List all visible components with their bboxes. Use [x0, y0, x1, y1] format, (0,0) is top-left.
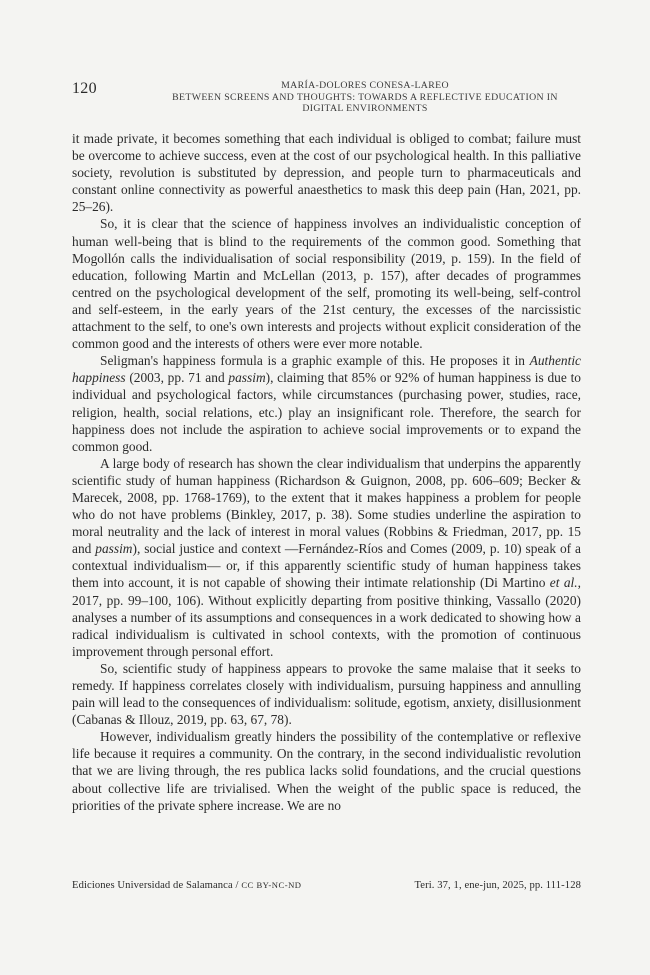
- paragraph-4-text-a: A large body of research has shown the clear individualism that underpins the apparently scientific study of human happiness (Richardson & Guignon, 2008, pp. 606–609; Becker & Marecek, 2008, pp. 1768-1769), to the extent that it makes happiness a problem for people who do not have problems (Binkley, 2017, p. 38). Some studies underline the aspiration to moral neutrality and the lack of interest in moral values (Robbins & Friedman, 2017, pp. 15 and: [72, 455, 581, 557]
- paragraph-6: However, individualism greatly hinders the possibility of the contemplative or reflexive life because it requires a community. On the contrary, in the second individualistic revolution that we are living through, the res publica lacks solid foundations, and the crucial questions about collective life are trivialised. When the weight of the public space is reduced, the priorities of the private sphere increase. We are no: [72, 729, 581, 813]
- paragraph-3-text-b: (2003, pp. 71 and: [125, 370, 229, 386]
- book-title-authentic-happiness: Authentic happiness: [72, 353, 581, 386]
- paragraph-3: [72, 352, 581, 455]
- running-head-author: MARÍA-DOLORES CONESA-LAREO: [281, 80, 449, 91]
- italic-passim: passim: [228, 370, 266, 386]
- paragraph-4-text-b: ), social justice and context —Fernández-Ríos and Comes (2009, p. 10) speak of a contextual individualism— or, if this apparently scientific study of human happiness takes them into account, it is not capable of showing their intimate relationship (Di Martino: [72, 541, 581, 591]
- footer-license: CC BY-NC-ND: [241, 880, 302, 890]
- footer-citation: Teri. 37, 1, ene-jun, 2025, pp. 111-128: [414, 880, 581, 891]
- running-head-title-line2: DIGITAL ENVIRONMENTS: [302, 103, 428, 114]
- paragraph-5: So, scientific study of happiness appears to provoke the same malaise that it seeks to remedy. If happiness correlates closely with individualism, pursuing happiness and annulling pain will lead to the consequences of individualism: solitude, egotism, anxiety, disillusionment (Cabanas & Illouz, 2019, pp. 63, 67, 78).: [72, 660, 581, 728]
- paragraph-4: [72, 455, 581, 660]
- footer-publisher-name: Ediciones Universidad de Salamanca /: [72, 880, 239, 891]
- paragraph-1: it made private, it becomes something that each individual is obliged to combat; failure must be overcome to achieve success, even at the cost of our psychological health. In this palliative society, revolution is substituted by depression, and people turn to pharmaceuticals and constant online connectivity as powerful anaesthetics to mask this deep pain (Han, 2021, pp. 25–26).: [72, 131, 581, 215]
- paragraph-4-text-c: , 2017, pp. 99–100, 106). Without explicitly departing from positive thinking, Vassallo (2020) analyses a number of its assumptions and consequences in a work dedicated to showing how a radical individualism is cultivated in school contexts, with the promotion of continuous improvement through personal effort.: [72, 575, 581, 659]
- footer-publisher: [72, 880, 302, 891]
- running-head-title-line1: BETWEEN SCREENS AND THOUGHTS: TOWARDS A REFLECTIVE EDUCATION IN: [172, 91, 558, 103]
- article-body: [72, 130, 581, 814]
- paragraph-3-text-a: Seligman's happiness formula is a graphic example of this. He proposes it in: [100, 353, 530, 369]
- paragraph-3-text-c: ), claiming that 85% or 92% of human happiness is due to individual and psychological factors, while circumstances (purchasing power, studies, race, religion, health, social relations, etc.) play an insignificant role. Therefore, the search for happiness does not include the aspiration to achieve social improvements or to expand the common good.: [72, 370, 581, 454]
- italic-et-al: et al.: [549, 575, 578, 591]
- italic-passim: passim: [95, 541, 133, 557]
- page-number: 120: [72, 80, 97, 97]
- running-head: [150, 80, 580, 115]
- paragraph-2: So, it is clear that the science of happiness involves an individualistic conception of human well-being that is blind to the requirements of the common good. Something that Mogollón calls the individualisation of social responsibility (2019, p. 159). In the field of education, following Martin and McLellan (2013, p. 157), after decades of programmes centred on the psychological development of the self, promoting its well-being, self-control and self-esteem, in the early years of the 21st century, the excesses of the narcissistic attachment to the self, to one's own interests and projects without explicit consideration of the common good and the interests of others were ever more notable.: [72, 216, 581, 352]
